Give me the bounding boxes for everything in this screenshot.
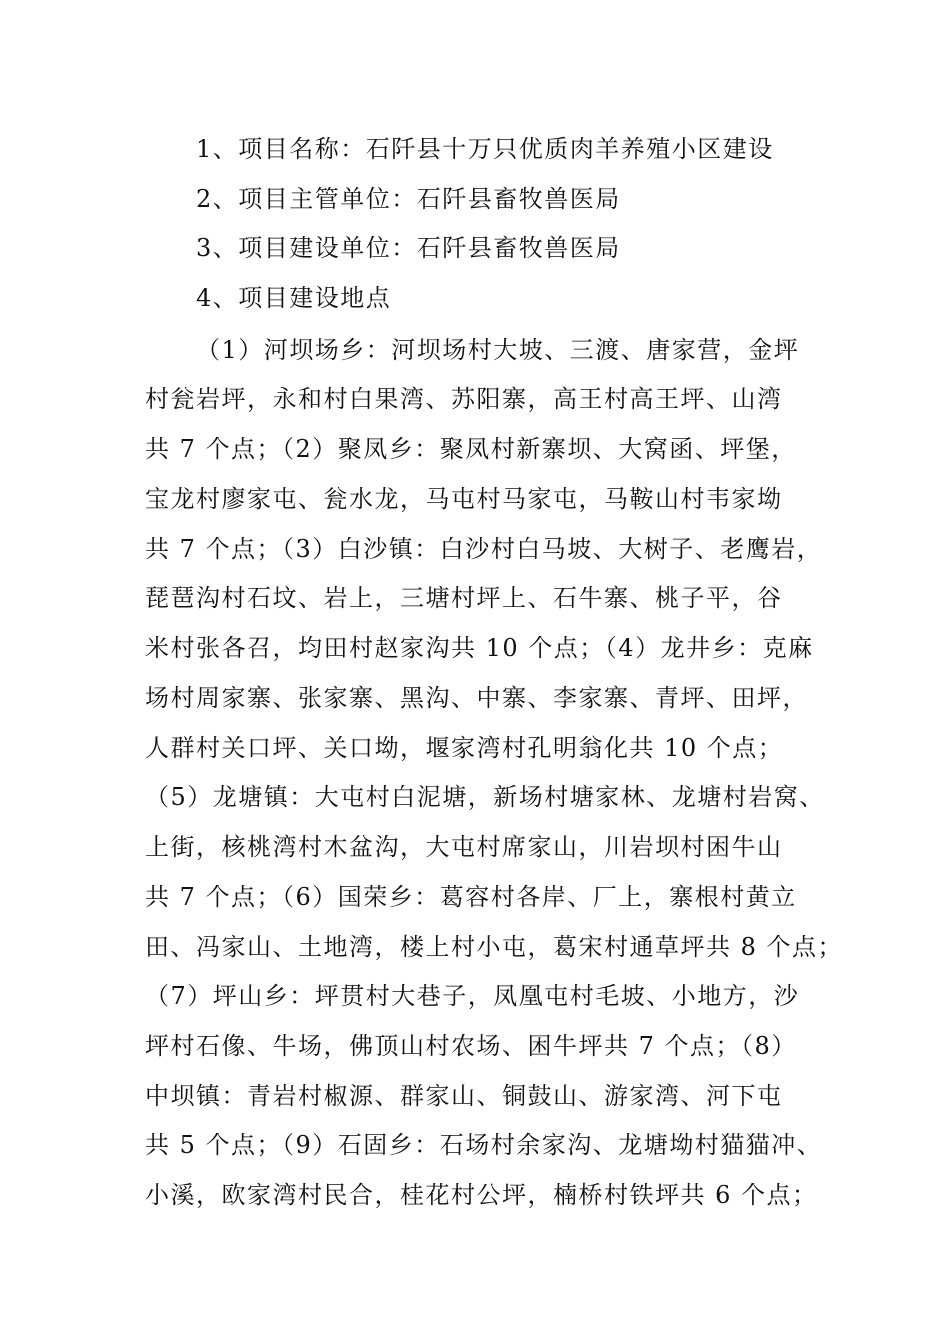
paragraph-line: （1）河坝场乡：河坝场村大坡、三渡、唐家营，金坪 <box>196 336 800 364</box>
paragraph-line: 共 7 个点；（3）白沙镇：白沙村白马坡、大树子、老鹰岩， <box>145 535 823 563</box>
paragraph-line: 田、冯家山、土地湾，楼上村小屯，葛宋村通草坪共 8 个点； <box>145 933 844 961</box>
paragraph-line: 人群村关口坪、关口坳，堰家湾村孔明翁化共 10 个点； <box>145 734 784 762</box>
paragraph-line: 村瓮岩坪，永和村白果湾、苏阳寨，高王村高王坪、山湾 <box>145 385 783 413</box>
paragraph-line: 小溪，欧家湾村民合，桂花村公坪，楠桥村铁坪共 6 个点； <box>145 1181 818 1209</box>
paragraph-line: 共 7 个点；（6）国荣乡：葛容村各岸、厂上，寨根村黄立 <box>145 883 797 911</box>
paragraph-line: 琵琶沟村石坟、岩上，三塘村坪上、石牛寨、桃子平，谷 <box>145 584 783 612</box>
paragraph-line: （7）坪山乡：坪贯村大巷子，凤凰屯村毛坡、小地方，沙 <box>145 982 800 1010</box>
paragraph-line: 坪村石像、牛场，佛顶山村农场、困牛坪共 7 个点；（8） <box>145 1032 797 1060</box>
item-construction-location: 4、项目建设地点 <box>196 284 392 312</box>
paragraph-line: 共 7 个点；（2）聚凤乡：聚凤村新寨坝、大窝函、坪堡， <box>145 435 797 463</box>
paragraph-line: 场村周家寨、张家寨、黑沟、中寨、李家寨、青坪、田坪， <box>145 684 808 712</box>
paragraph-line: 中坝镇：青岩村椒源、群家山、铜鼓山、游家湾、河下屯 <box>145 1082 783 1110</box>
item-project-name: 1、项目名称：石阡县十万只优质肉羊养殖小区建设 <box>196 135 774 163</box>
item-supervising-unit: 2、项目主管单位：石阡县畜牧兽医局 <box>196 185 621 213</box>
paragraph-line: 米村张各召，均田村赵家沟共 10 个点；（4）龙井乡：克麻 <box>145 634 814 662</box>
paragraph-line: 上街，核桃湾村木盆沟，大屯村席家山，川岩坝村困牛山 <box>145 833 783 861</box>
paragraph-line: （5）龙塘镇：大屯村白泥塘，新场村塘家林、龙塘村岩窝、 <box>145 783 825 811</box>
item-construction-unit: 3、项目建设单位：石阡县畜牧兽医局 <box>196 234 621 262</box>
paragraph-line: 共 5 个点；（9）石固乡：石场村余家沟、龙塘坳村猫猫冲、 <box>145 1131 823 1159</box>
paragraph-line: 宝龙村廖家屯、瓮水龙，马屯村马家屯，马鞍山村韦家坳 <box>145 485 783 513</box>
